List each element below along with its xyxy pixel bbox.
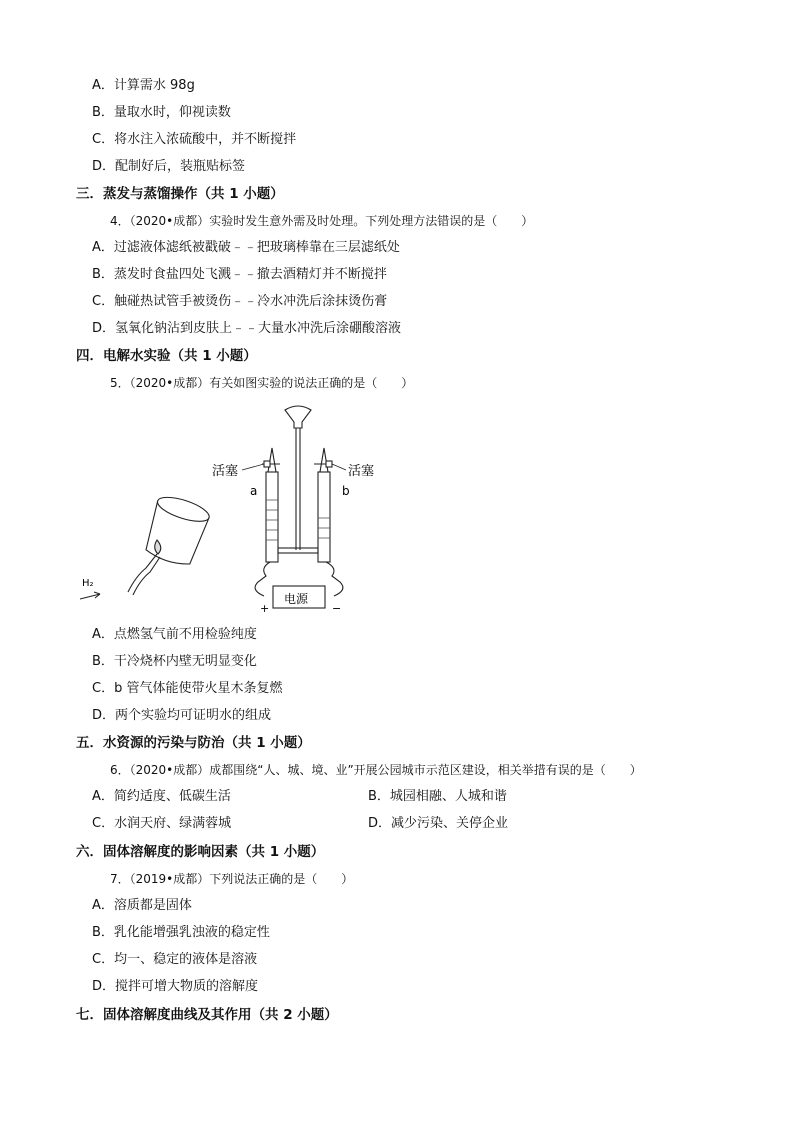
- q5-option-c: C．b 管气体能使带火星木条复燃: [92, 681, 283, 696]
- tube-b: [318, 472, 330, 562]
- plus-label: +: [260, 602, 270, 615]
- q4-option-a: A．过滤液体滤纸被戳破﹣﹣把玻璃棒靠在三层滤纸处: [92, 240, 400, 255]
- question-6: 6．（2020•成都）成都围绕“人、城、境、业”开展公园城市示范区建设，相关举措有误的是（ ）: [110, 763, 642, 777]
- tube-a-label: a: [250, 484, 258, 498]
- left-stopcock-label: 活塞: [212, 464, 239, 479]
- q5-option-b: B．干冷烧杯内壁无明显变化: [92, 654, 257, 669]
- question-7: 7．（2019•成都）下列说法正确的是（ ）: [110, 872, 354, 886]
- q7-option-c: C．均一、稳定的液体是溶液: [92, 952, 258, 967]
- minus-label: −: [332, 602, 342, 615]
- experiment-figure: [70, 400, 410, 620]
- q5-option-d: D．两个实验均可证明水的组成: [92, 708, 272, 723]
- q4-option-b: B．蒸发时食盐四处飞溅﹣﹣撤去酒精灯并不断搅拌: [92, 267, 387, 282]
- question-4: 4．（2020•成都）实验时发生意外需及时处理。下列处理方法错误的是（ ）: [110, 214, 534, 228]
- section-heading-5: 五．水资源的污染与防治（共 1 小题）: [76, 735, 311, 751]
- option-b: B．量取水时，仰视读数: [92, 105, 231, 120]
- q6-option-b: B．城园相融、人城和谐: [368, 789, 507, 804]
- power-label: 电源: [284, 592, 309, 606]
- q4-option-d: D．氢氧化钠沾到皮肤上﹣﹣大量水冲洗后涂硼酸溶液: [92, 321, 402, 336]
- q5-option-a: A．点燃氢气前不用检验纯度: [92, 627, 257, 642]
- right-stopcock-label: 活塞: [348, 464, 375, 479]
- q6-option-d: D．减少污染、关停企业: [368, 816, 509, 831]
- flame-icon: [155, 540, 161, 554]
- section-heading-6: 六．固体溶解度的影响因素（共 1 小题）: [76, 844, 325, 860]
- option-c: C．将水注入浓硫酸中，并不断搅拌: [92, 132, 297, 147]
- tube-b-label: b: [342, 484, 350, 498]
- beaker-icon: [141, 492, 212, 569]
- option-d: D．配制好后，装瓶贴标签: [92, 159, 246, 174]
- q6-option-a: A．简约适度、低碳生活: [92, 789, 231, 804]
- tube-a: [266, 472, 278, 562]
- h2-label: H₂: [82, 578, 94, 589]
- delivery-tube: [128, 554, 157, 592]
- q7-option-d: D．搅拌可增大物质的溶解度: [92, 979, 259, 994]
- question-5: 5．（2020•成都）有关如图实验的说法正确的是（ ）: [110, 376, 414, 390]
- section-heading-7: 七．固体溶解度曲线及其作用（共 2 小题）: [76, 1007, 338, 1023]
- q4-option-c: C．触碰热试管手被烫伤﹣﹣冷水冲洗后涂抹烫伤膏: [92, 294, 388, 309]
- section-heading-3: 三．蒸发与蒸馏操作（共 1 小题）: [76, 186, 284, 202]
- q7-option-b: B．乳化能增强乳浊液的稳定性: [92, 925, 270, 940]
- option-a: A．计算需水 98g: [92, 78, 195, 93]
- funnel-icon: [285, 406, 311, 428]
- section-heading-4: 四．电解水实验（共 1 小题）: [76, 348, 257, 364]
- q7-option-a: A．溶质都是固体: [92, 898, 192, 913]
- q6-option-c: C．水润天府、绿满蓉城: [92, 816, 232, 831]
